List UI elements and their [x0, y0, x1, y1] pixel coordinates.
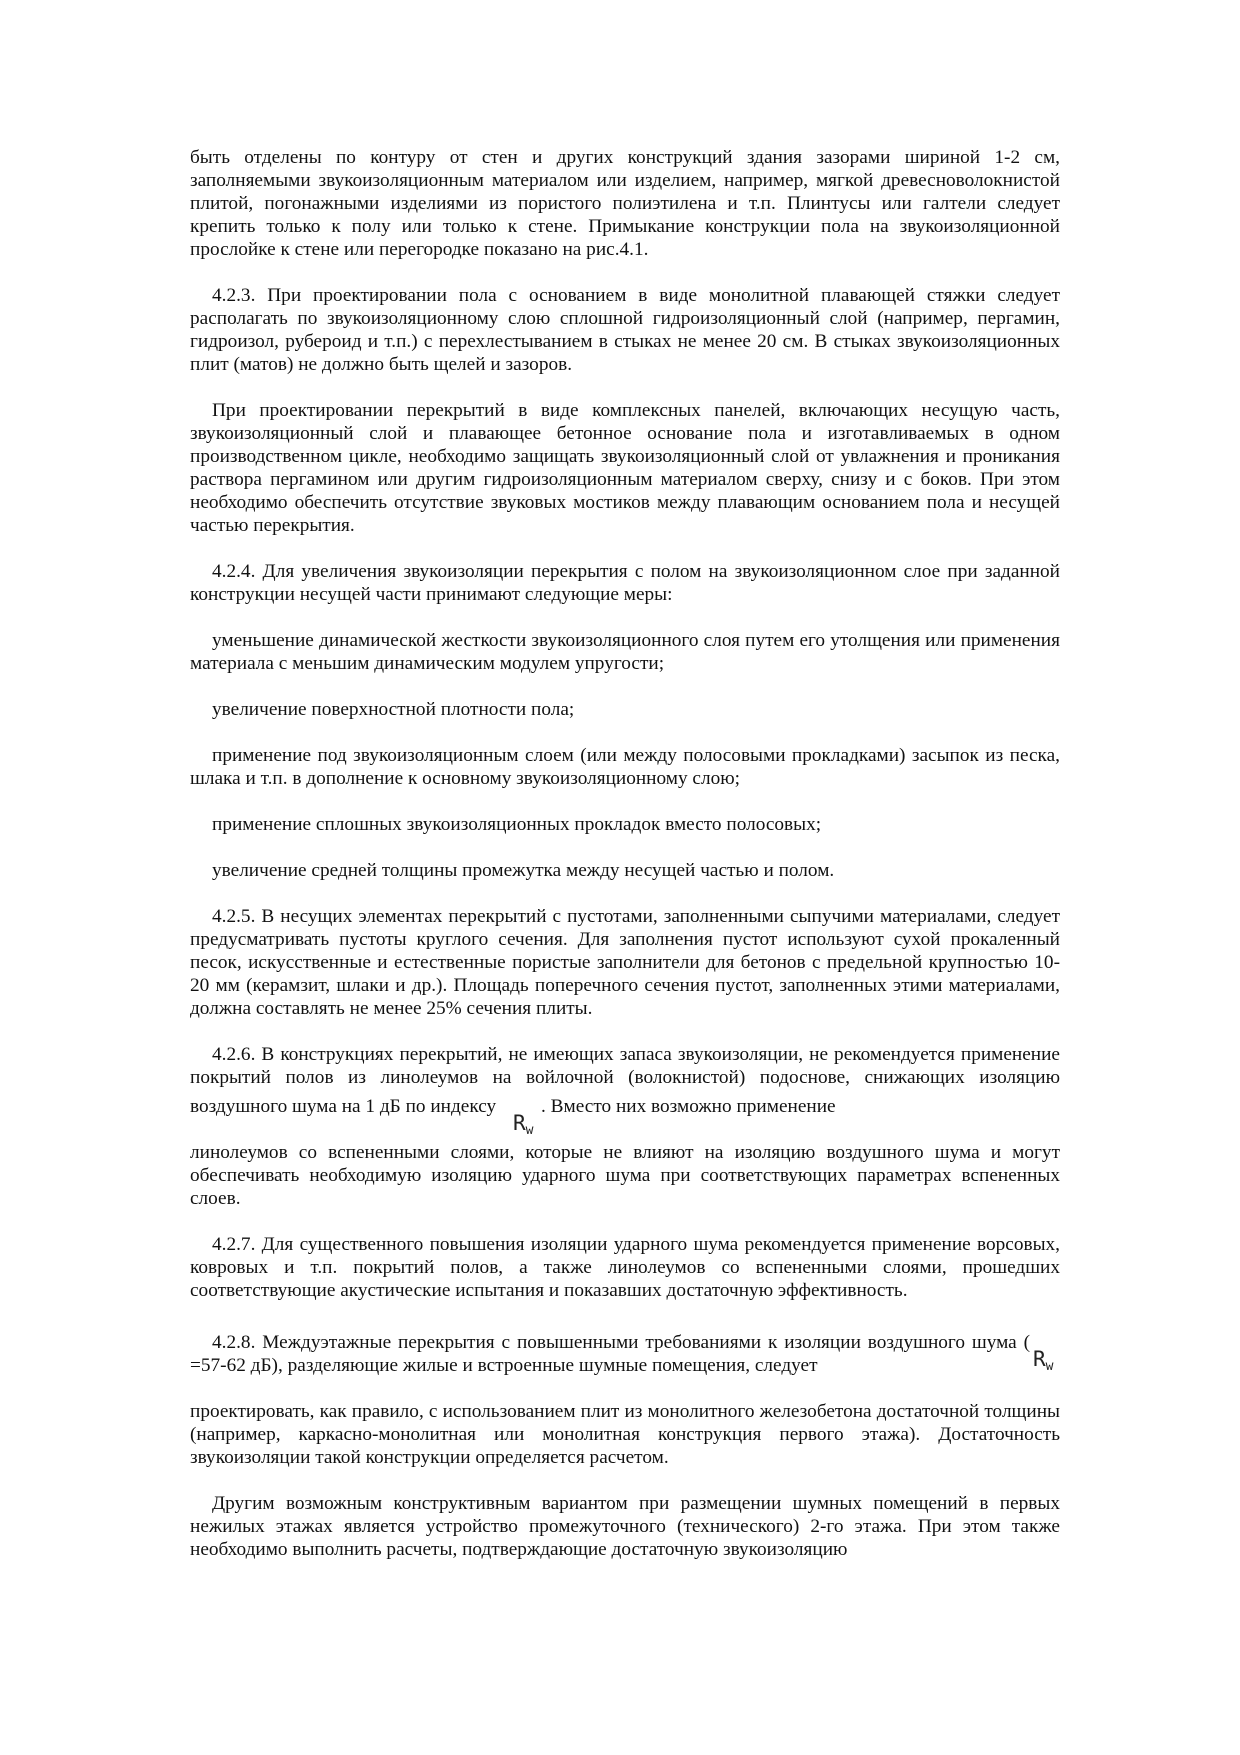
paragraph-4-2-8 [190, 1325, 1060, 1469]
paragraph-4-2-8-after: =57-62 дБ), разделяющие жилые и встроенные шумные помещения, следует [190, 1355, 818, 1376]
document-page [190, 146, 1060, 1584]
rw-symbol-glyph [513, 1112, 533, 1138]
paragraph-4-2-4: 4.2.4. Для увеличения звукоизоляции перекрытия с полом на звукоизоляционном слое при заданной конструкции несущей части принимают следующие меры: [190, 561, 1060, 605]
symbol-spacer [190, 1118, 1060, 1141]
list-item-solid-pads: применение сплошных звукоизоляционных прокладок вместо полосовых; [212, 814, 822, 835]
rw-symbol-main: R [1033, 1347, 1046, 1371]
paragraph-4-2-6-tail: линолеумов со вспененными слоями, которые не влияют на изоляцию воздушного шума и могут обеспечивать необходимую изоляцию ударного шума при соответствующих параметрах вспененных слоев. [190, 1142, 1060, 1209]
paragraph-4-2-7: 4.2.7. Для существенного повышения изоляции ударного шума рекомендуется применение ворсовых, ковровых и т.п. покрытий полов, а также линолеумов со вспененными слоями, прошедших соответствующие акустические испытания и показавших достаточную эффективность. [190, 1234, 1060, 1301]
list-item-gap-thickness: увеличение средней толщины промежутка между несущей частью и полом. [212, 860, 835, 881]
rw-symbol-glyph [1033, 1348, 1053, 1374]
paragraph-4-2-6 [190, 1043, 1060, 1210]
rw-symbol-sub: w [1045, 1359, 1054, 1374]
rw-symbol-sub: w [525, 1123, 534, 1138]
paragraph-complex-panels: При проектировании перекрытий в виде комплексных панелей, включающих несущую часть, звукоизоляционный слой и плавающее бетонное основание пола и изготавливаемых в одном производственном цикле, необходимо защищать звукоизоляционный слой от увлажнения и проникания раствора пергамином или другим гидроизоляционным материалом сверху, снизу и с боков. При этом необходимо обеспечить отсутствие звуковых мостиков между плавающим основанием пола и несущей частью перекрытия. [190, 400, 1060, 536]
paragraph-4-2-6-before: 4.2.6. В конструкциях перекрытий, не имеющих запаса звукоизоляции, не рекомендуется применение покрытий полов из линолеумов на войлочной (волокнистой) подоснове, снижающих изоляцию воздушного шума на 1 дБ по индексу [190, 1044, 1060, 1117]
rw-symbol [1030, 1325, 1060, 1374]
paragraph-4-2-3: 4.2.3. При проектировании пола с основанием в виде монолитной плавающей стяжки следует располагать по звукоизоляционному слою сплошной гидроизоляционный слой (например, пергамин, гидроизол, рубероид и т.п.) с перехлестыванием в стыках не менее 20 см. В стыках звукоизоляционных плит (матов) не должно быть щелей и зазоров. [190, 285, 1060, 375]
list-item-backfill: применение под звукоизоляционным слоем (или между полосовыми прокладками) засыпок из песка, шлака и т.п. в дополнение к основному звукоизоляционному слою; [190, 745, 1060, 789]
paragraph-technical-floor: Другим возможным конструктивным вариантом при размещении шумных помещений в первых нежилых этажах является устройство промежуточного (технического) 2-го этажа. При этом также необходимо выполнить расчеты, подтверждающие достаточную звукоизоляцию [190, 1493, 1060, 1560]
list-item-surface-density: увеличение поверхностной плотности пола; [212, 699, 575, 720]
paragraph-4-2-6-after: . Вместо них возможно применение [541, 1096, 836, 1117]
paragraph-wall-gaps: быть отделены по контуру от стен и других конструкций здания зазорами шириной 1-2 см, заполняемыми звукоизоляционным материалом или изделием, например, мягкой древесноволокнистой плитой, погонажными изделиями из пористого полиэтилена и т.п. Плинтусы или галтели следует крепить только к полу или только к стене. Примыкание конструкции пола на звукоизоляционной прослойке к стене или перегородке показано на рис.4.1. [190, 147, 1060, 260]
rw-symbol-main: R [513, 1111, 526, 1135]
paragraph-4-2-8-tail: проектировать, как правило, с использованием плит из монолитного железобетона достаточной толщины (например, каркасно-монолитная или монолитная конструкция первого этажа). Достаточность звукоизоляции такой конструкции определяется расчетом. [190, 1401, 1060, 1468]
paragraph-4-2-5: 4.2.5. В несущих элементах перекрытий с пустотами, заполненными сыпучими материалами, следует предусматривать пустоты круглого сечения. Для заполнения пустот используют сухой прокаленный песок, искусственные и естественные пористые заполнители для бетонов с предельной крупностью 10-20 мм (керамзит, шлаки и др.). Площадь поперечного сечения пустот, заполненных этими материалами, должна составлять не менее 25% сечения плиты. [190, 906, 1060, 1019]
list-item-stiffness: уменьшение динамической жесткости звукоизоляционного слоя путем его утолщения или применения материала с меньшим динамическим модулем упругости; [190, 630, 1060, 674]
symbol-spacer [190, 1377, 1060, 1400]
paragraph-4-2-8-before: 4.2.8. Междуэтажные перекрытия с повышенными требованиями к изоляции воздушного шума ( [212, 1332, 1030, 1353]
rw-symbol [501, 1089, 541, 1138]
